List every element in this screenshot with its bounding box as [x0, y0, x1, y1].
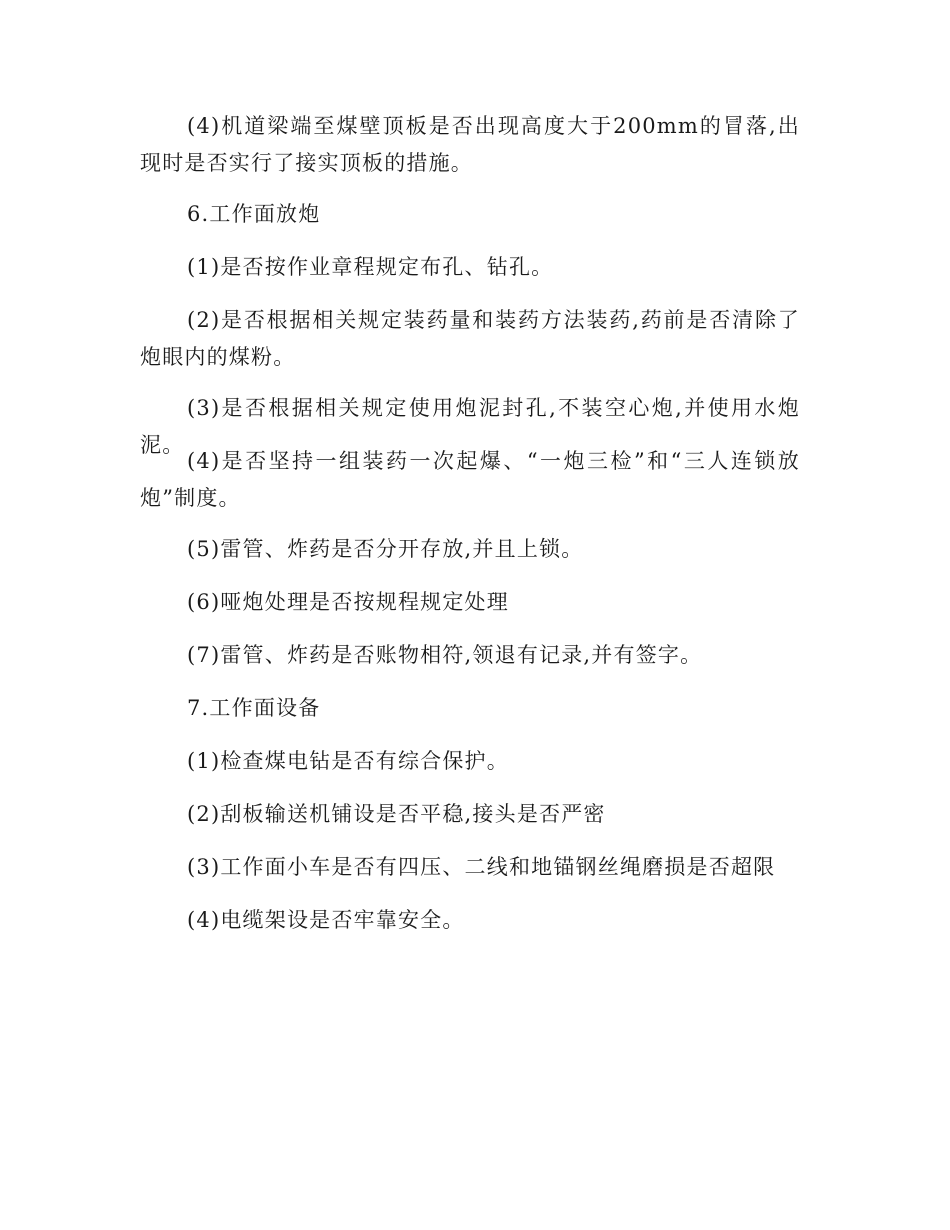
- section-heading-equipment: 7.工作面设备: [187, 696, 321, 720]
- paragraph-equipment-item-1: (1)检查煤电钻是否有综合保护。: [187, 749, 509, 773]
- paragraph-blasting-item-4: (4)是否坚持一组装药一次起爆、“一炮三检”和“三人连锁放炮”制度。: [140, 449, 800, 510]
- paragraph-equipment-item-3: (3)工作面小车是否有四压、二线和地锚钢丝绳磨损是否超限: [187, 855, 776, 879]
- paragraph-roof-fall-check: (4)机道梁端至煤壁顶板是否出现高度大于200mm的冒落,出现时是否实行了接实顶板的措施。: [140, 114, 800, 175]
- section-heading-blasting: 6.工作面放炮: [187, 202, 321, 226]
- paragraph-blasting-item-6: (6)哑炮处理是否按规程规定处理: [187, 590, 509, 614]
- paragraph-blasting-item-2: (2)是否根据相关规定装药量和装药方法装药,药前是否清除了炮眼内的煤粉。: [140, 308, 800, 369]
- paragraph-equipment-item-2: (2)刮板输送机铺设是否平稳,接头是否严密: [187, 802, 606, 826]
- paragraph-equipment-item-4: (4)电缆架设是否牢靠安全。: [187, 908, 465, 932]
- paragraph-blasting-item-7: (7)雷管、炸药是否账物相符,领退有记录,并有签字。: [187, 643, 703, 667]
- paragraph-blasting-item-3: (3)是否根据相关规定使用炮泥封孔,不装空心炮,并使用水炮泥。: [140, 396, 800, 457]
- paragraph-blasting-item-5: (5)雷管、炸药是否分开存放,并且上锁。: [187, 537, 584, 561]
- paragraph-blasting-item-1: (1)是否按作业章程规定布孔、钻孔。: [187, 255, 554, 279]
